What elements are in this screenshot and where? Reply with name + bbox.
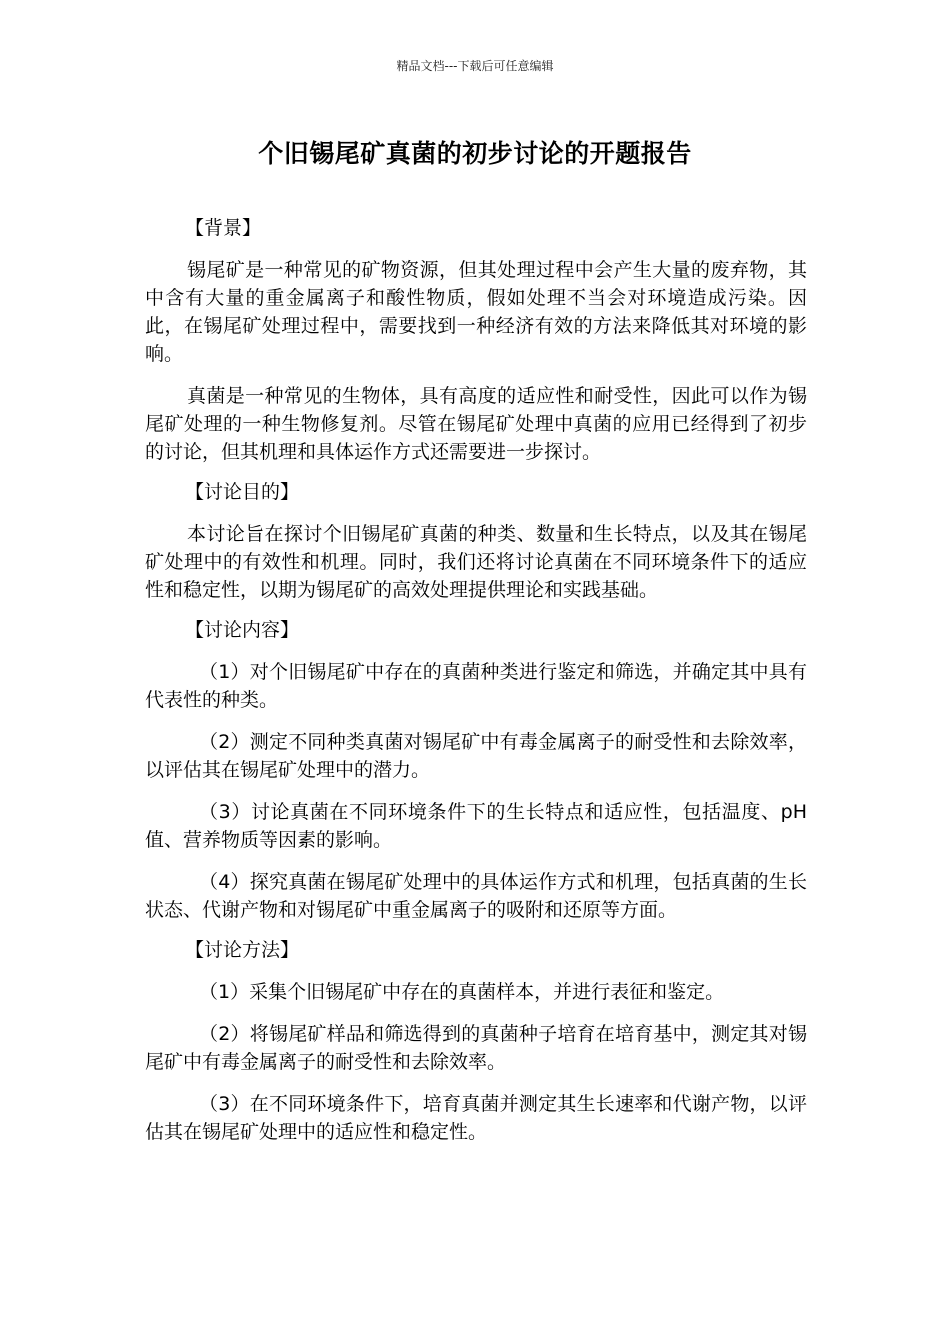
document-title: 个旧锡尾矿真菌的初步讨论的开题报告: [258, 139, 692, 168]
paragraph: 真菌是一种常见的生物体，具有高度的适应性和耐受性，因此可以作为锡尾矿处理的一种生物修复剂。尽管在锡尾矿处理中真菌的应用已经得到了初步的讨论，但其机理和具体运作方式还需要进一步探讨。: [145, 385, 807, 463]
list-item: （1）采集个旧锡尾矿中存在的真菌样本，并进行表征和鉴定。: [199, 981, 725, 1003]
header-note: 精品文档---下载后可任意编辑: [396, 59, 554, 73]
list-item: （3）讨论真菌在不同环境条件下的生长特点和适应性，包括温度、pH 值、营养物质等因素的影响。: [145, 801, 807, 851]
list-item: （2）测定不同种类真菌对锡尾矿中有毒金属离子的耐受性和去除效率，以评估其在锡尾矿处理中的潜力。: [145, 731, 807, 781]
paragraph: 本讨论旨在探讨个旧锡尾矿真菌的种类、数量和生长特点，以及其在锡尾矿处理中的有效性和机理。同时，我们还将讨论真菌在不同环境条件下的适应性和稳定性，以期为锡尾矿的高效处理提供理论和实践基础。: [145, 523, 807, 601]
list-item: （4）探究真菌在锡尾矿处理中的具体运作方式和机理，包括真菌的生长状态、代谢产物和对锡尾矿中重金属离子的吸附和还原等方面。: [145, 871, 807, 921]
section-heading-content: 【讨论内容】: [185, 619, 300, 641]
list-item: （2）将锡尾矿样品和筛选得到的真菌种子培育在培育基中，测定其对锡尾矿中有毒金属离子的耐受性和去除效率。: [145, 1023, 807, 1073]
section-heading-background: 【背景】: [185, 217, 262, 239]
list-item: （3）在不同环境条件下，培育真菌并测定其生长速率和代谢产物，以评估其在锡尾矿处理中的适应性和稳定性。: [145, 1093, 807, 1143]
list-item: （1）对个旧锡尾矿中存在的真菌种类进行鉴定和筛选，并确定其中具有代表性的种类。: [145, 661, 807, 711]
document-body: [145, 214, 807, 1146]
section-heading-methods: 【讨论方法】: [185, 939, 300, 961]
section-heading-purpose: 【讨论目的】: [185, 481, 300, 503]
paragraph: 锡尾矿是一种常见的矿物资源，但其处理过程中会产生大量的废弃物，其中含有大量的重金属离子和酸性物质，假如处理不当会对环境造成污染。因此，在锡尾矿处理过程中，需要找到一种经济有效的方法来降低其对环境的影响。: [145, 259, 807, 365]
